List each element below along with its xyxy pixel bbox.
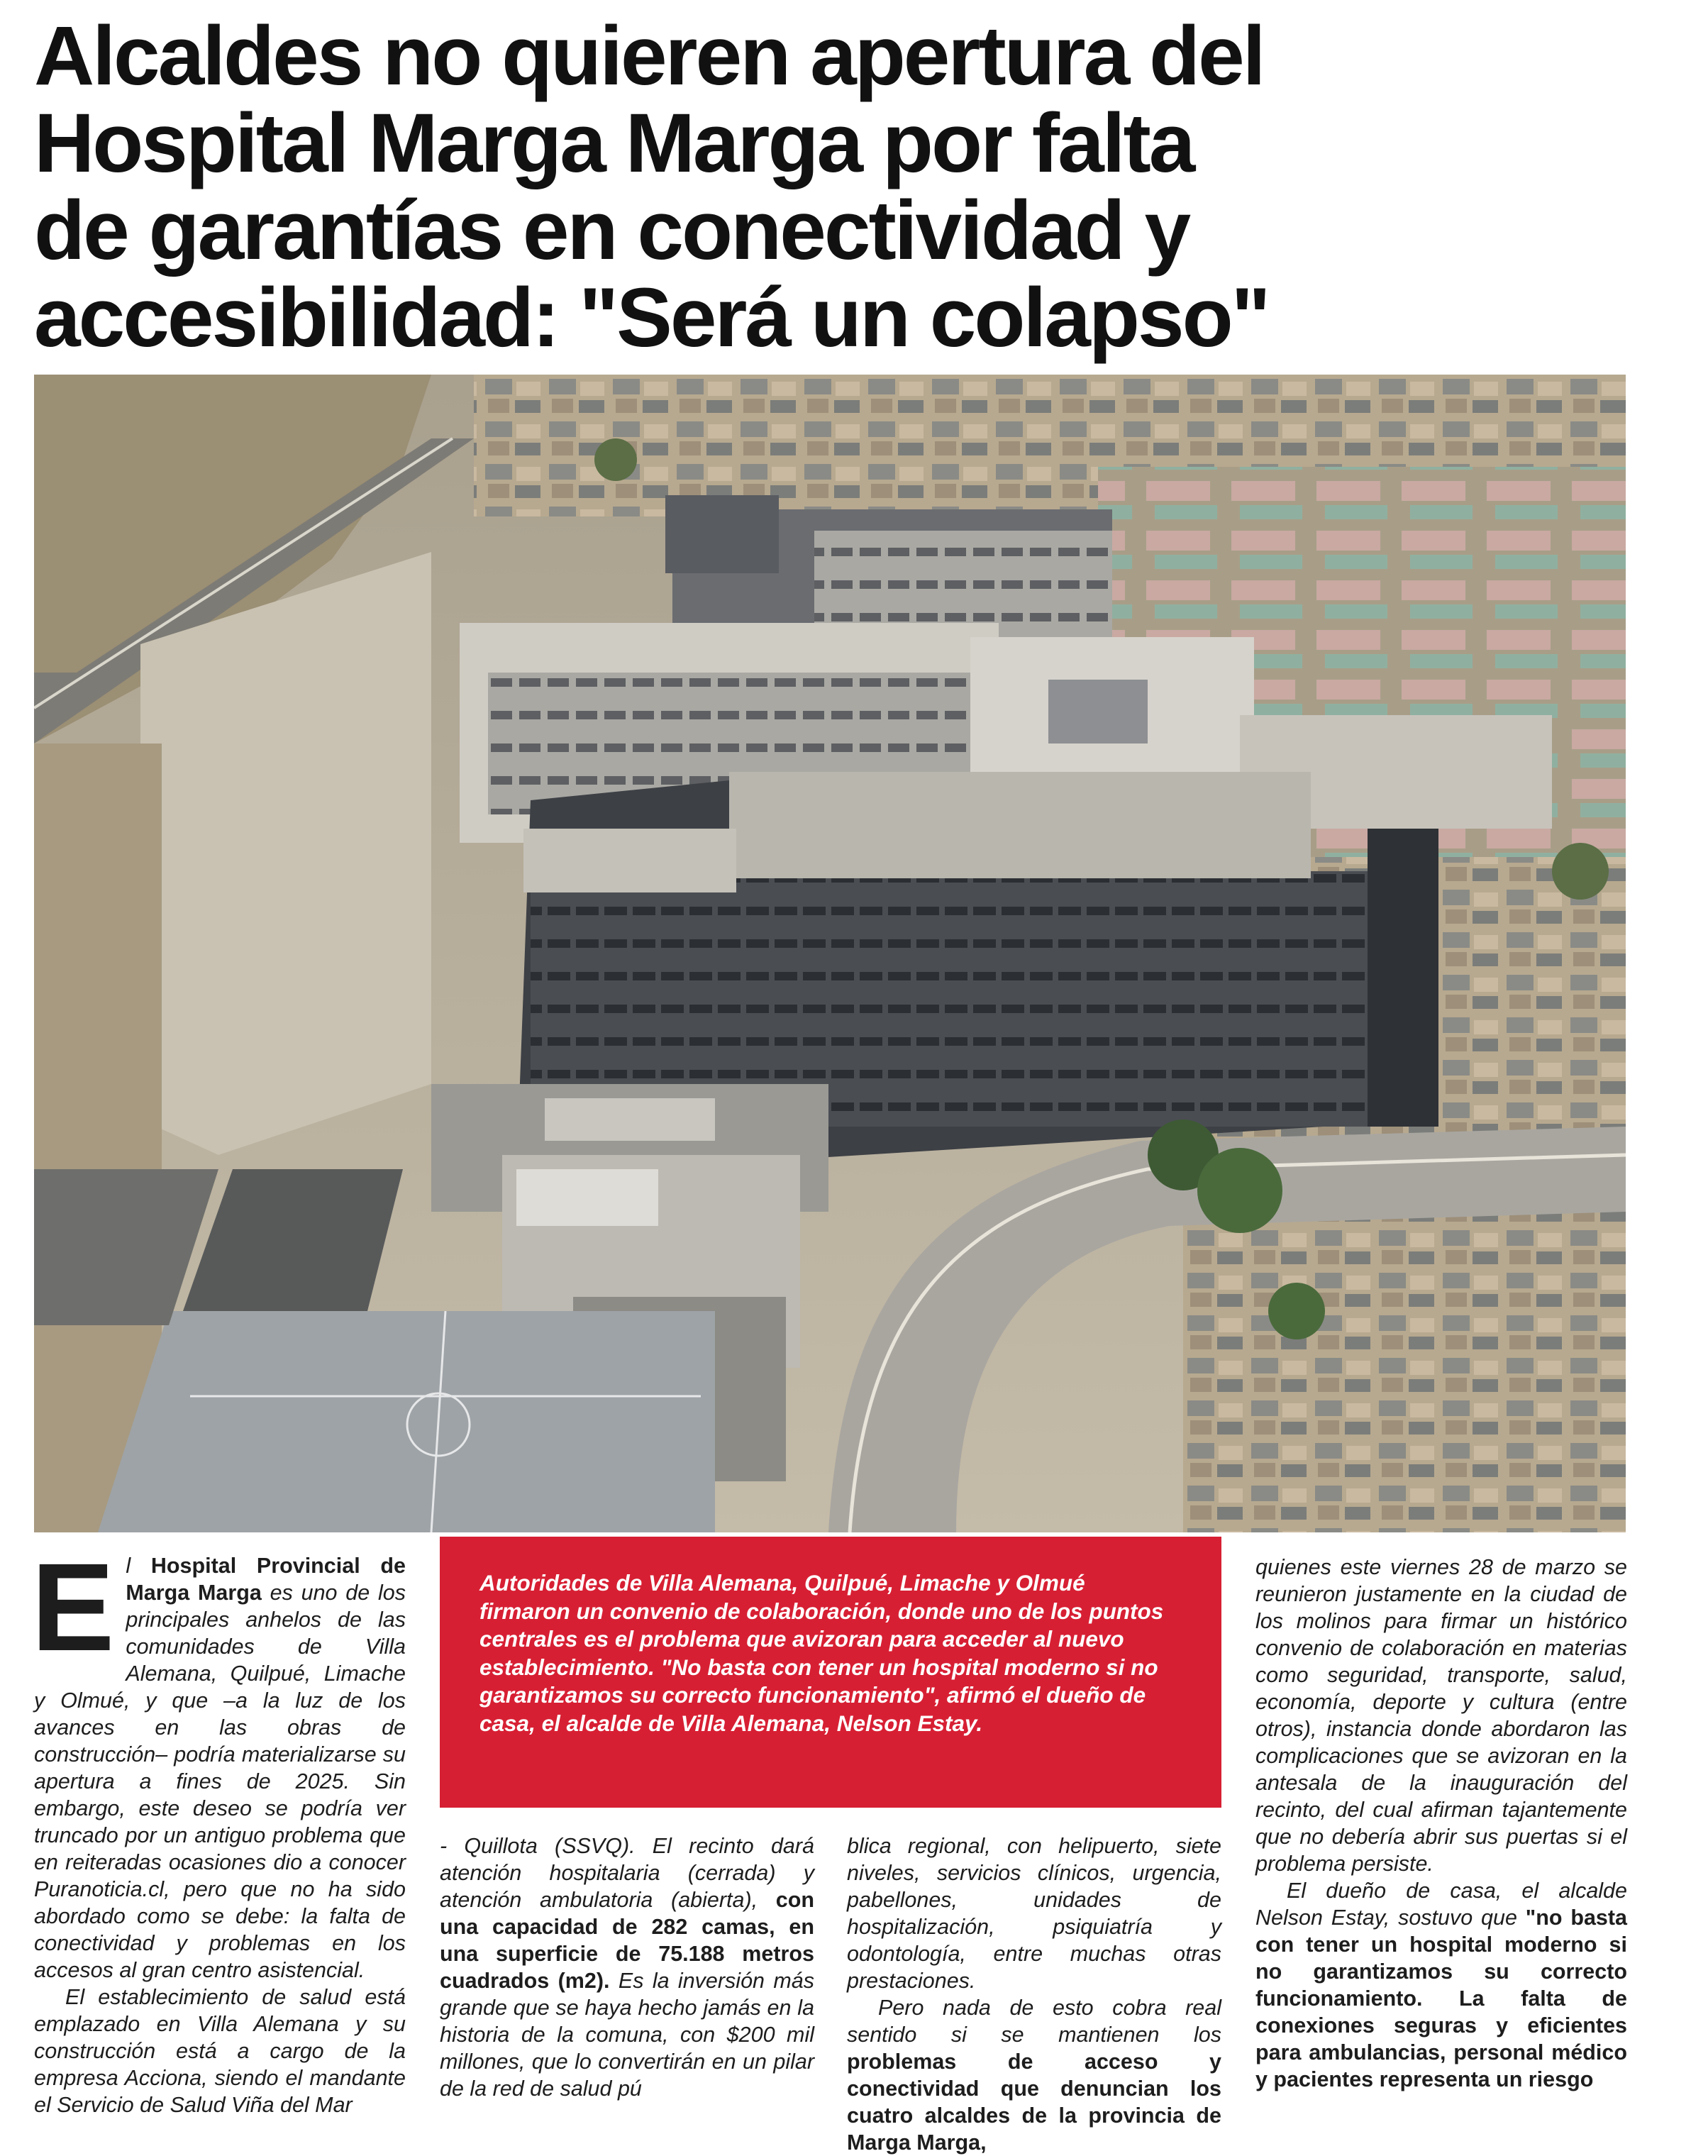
p1-start: l: [126, 1554, 151, 1578]
p3-rest: Es la inversión más grande que se haya hecho jamás en la historia de la comuna, con $200 mil millones, que lo convertirán en un pilar de la red de salud pú: [440, 1969, 814, 2101]
paragraph-5: [847, 1994, 1221, 2156]
headline-line-3: de garantías en conectividad y: [34, 184, 1190, 277]
paragraph-6: quienes este viernes 28 de marzo se reunieron justamente en la ciudad de los molinos para firmar un histórico convenio de colaboración en materias como seguridad, transporte, salud, economía, deporte y cultura (entre otros), instancia donde abordaron las complicaciones que se avizoran en la antesala de la inauguración del recinto, del cual afirman tajantemente que no debería abrir sus puertas si el problema persiste.: [1255, 1555, 1627, 1876]
highlight-callout: [440, 1537, 1221, 1808]
paragraph-2: El establecimiento de salud está emplazado en Villa Alemana y su construcción está a cargo de la empresa Acciona, siendo el mandante el Servicio de Salud Viña del Mar: [34, 1985, 406, 2117]
article-column-3: [847, 1832, 1221, 2156]
p3-bold: con una capacidad de 282 camas, en una superficie de 75.188 metros cuadrados (m2).: [440, 1888, 814, 1993]
p5-bold: problemas de acceso y conectividad que denuncian los cuatro alcaldes de la provincia de Marga Marga,: [847, 2050, 1221, 2155]
headline-line-4: accesibilidad: "Será un colapso": [34, 271, 1269, 365]
p7-start: El dueño de casa, el alcalde Nelson Estay, sostuvo que: [1255, 1879, 1627, 1930]
article-column-2: [440, 1832, 814, 2102]
callout-text: Autoridades de Villa Alemana, Quilpué, Limache y Olmué firmaron un convenio de colaboración, donde uno de los puntos centrales es el problema que avizoran para acceder al nuevo establecimiento. "No basta con tener un hospital moderno si no garantizamos su correcto funcionamiento", afirmó el dueño de casa, el alcalde de Villa Alemana, Nelson Estay.: [479, 1570, 1164, 1736]
headline: [34, 9, 1680, 365]
aerial-photo-illustration: [34, 375, 1626, 1532]
headline-line-2: Hospital Marga Marga por falta: [34, 96, 1194, 190]
article-column-1: [31, 1538, 406, 2118]
article-column-4: [1255, 1554, 1627, 2093]
p1-bold: Hospital Provincial de Marga Marga: [126, 1554, 406, 1605]
p5-start: Pero nada de esto cobra real sentido si se mantienen los: [847, 1996, 1221, 2047]
hospital-aerial-photo: [34, 375, 1626, 1532]
paragraph-7: [1255, 1877, 1627, 2093]
p3-start: - Quillota (SSVQ). El recinto dará atención hospitalaria (cerrada) y atención ambulatoria (abierta),: [440, 1834, 814, 1912]
drop-cap: E: [31, 1538, 115, 1677]
paragraph-1: [31, 1538, 406, 1984]
paragraph-4: blica regional, con helipuerto, siete niveles, servicios clínicos, urgencia, pabellones, unidades de hospitalización, psiquiatría y odontología, entre muchas otras prestaciones.: [847, 1834, 1221, 1993]
p7-bold: "no basta con tener un hospital moderno si no garantizamos su correcto funcionamiento. La falta de conexiones seguras y eficientes para ambulancias, personal médico y pacientes representa un riesgo: [1255, 1906, 1627, 2091]
headline-line-1: Alcaldes no quieren apertura del: [34, 9, 1264, 103]
paragraph-3: [440, 1832, 814, 2102]
p1-rest: es uno de los principales anhelos de las comunidades de Villa Alemana, Quilpué, Limache y Olmué, y que –a la luz de los avances en las obras de construcción– podría materializarse su apertura a fines de 2025. Sin embargo, este deseo se podría ver truncado por un antiguo problema que en reiteradas ocasiones dio a conocer Puranoticia.cl, pero que no ha sido abordado como se debe: la falta de conectividad y problemas en los accesos al gran centro asistencial.: [34, 1581, 406, 1982]
